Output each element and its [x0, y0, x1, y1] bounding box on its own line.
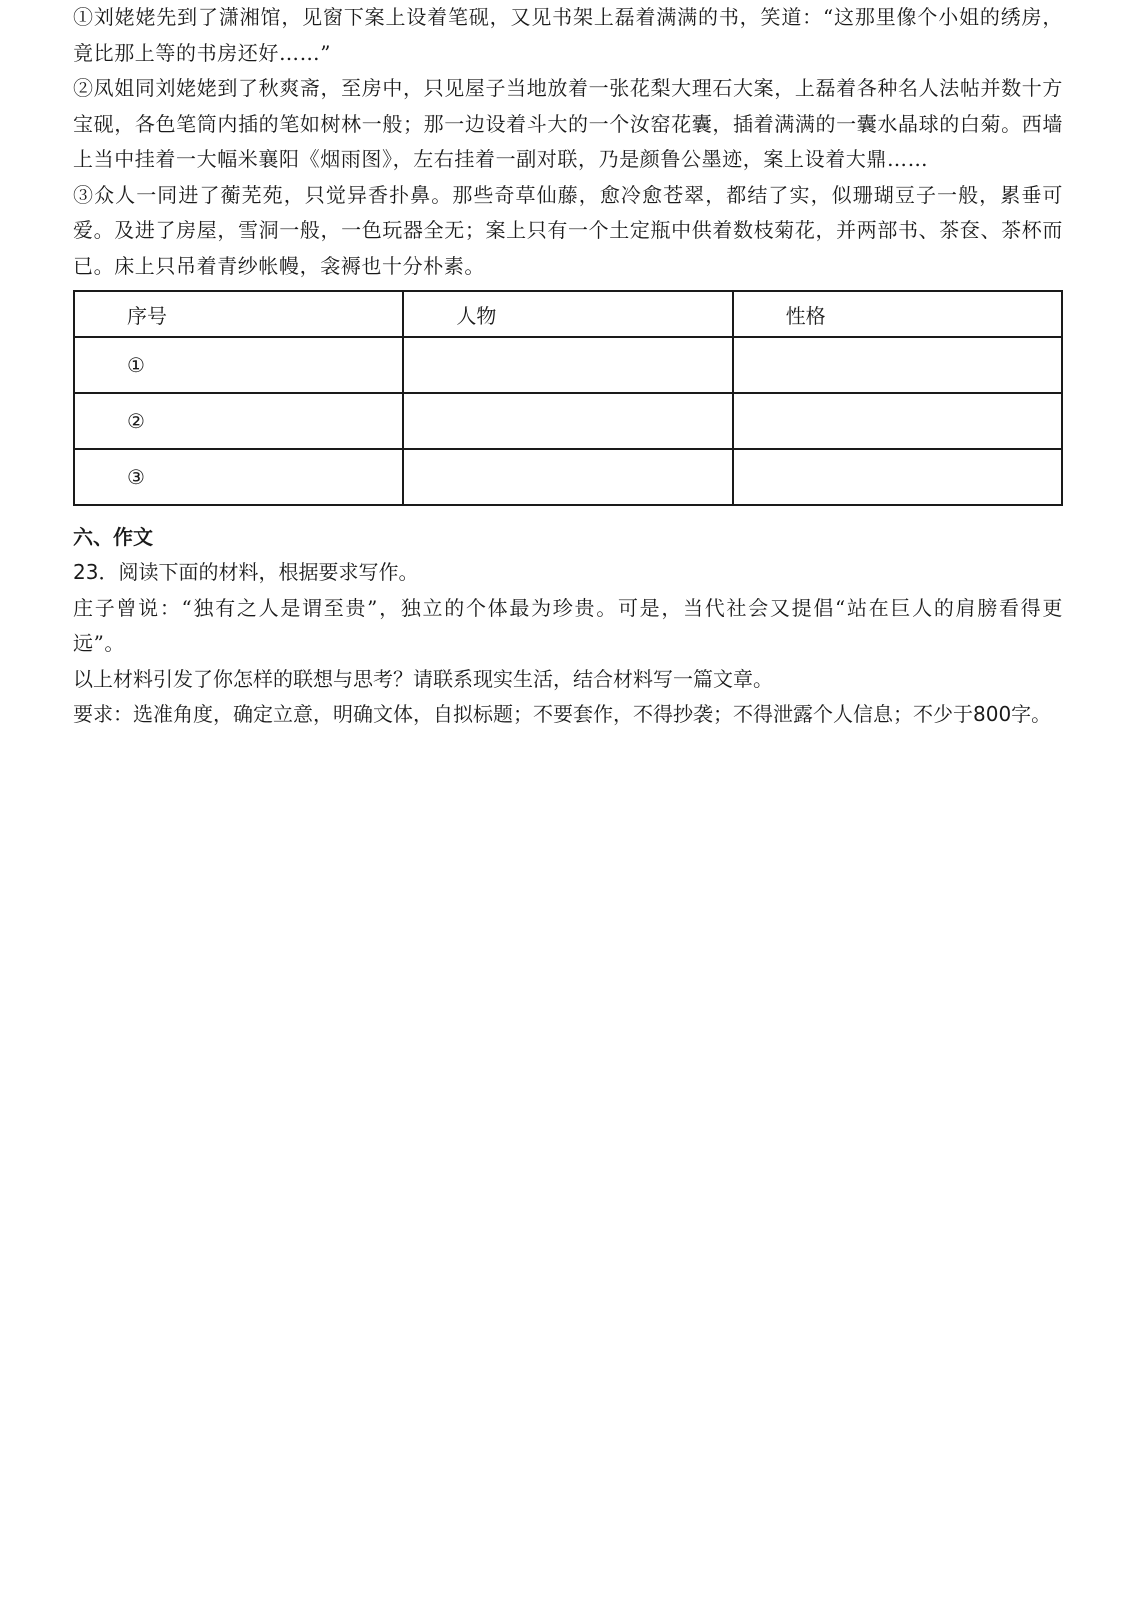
- reading-passage: [73, 0, 1063, 284]
- composition-prompt: 以上材料引发了你怎样的联想与思考？请联系现实生活，结合材料写一篇文章。: [73, 666, 773, 691]
- table-cell-number: ③: [74, 449, 403, 505]
- table-cell-character[interactable]: [403, 449, 732, 505]
- composition-material: 庄子曾说：“独有之人是谓至贵”，独立的个体最为珍贵。可是，当代社会又提倡“站在巨人的肩膀看得更远”。: [73, 595, 1063, 655]
- answer-table: [73, 290, 1063, 506]
- page: [73, 0, 1063, 733]
- table-row: [74, 449, 1062, 505]
- composition-requirements: 要求：选准角度，确定立意，明确文体，自拟标题；不要套作，不得抄袭；不得泄露个人信息；不少于800字。: [73, 702, 1052, 726]
- question-stem: 23．阅读下面的材料，根据要求写作。: [73, 560, 419, 584]
- passage-paragraph-3: ③众人一同进了蘅芜苑，只觉异香扑鼻。那些奇草仙藤，愈冷愈苍翠，都结了实，似珊瑚豆子一般，累垂可爱。及进了房屋，雪洞一般，一色玩器全无；案上只有一个土定瓶中供着数枝菊花，并两部书、茶奁、茶杯而已。床上只吊着青纱帐幔，衾褥也十分朴素。: [73, 182, 1063, 278]
- table-cell-personality[interactable]: [733, 393, 1062, 449]
- table-header-number: 序号: [74, 291, 403, 337]
- passage-paragraph-1: ①刘姥姥先到了潇湘馆，见窗下案上设着笔砚，又见书架上磊着满满的书，笑道：“这那里像个小姐的绣房，竟比那上等的书房还好……”: [73, 5, 1063, 65]
- table-header-row: [74, 291, 1062, 337]
- table-cell-personality[interactable]: [733, 337, 1062, 393]
- table-cell-character[interactable]: [403, 393, 732, 449]
- table-header-personality: 性格: [733, 291, 1062, 337]
- table-row: [74, 393, 1062, 449]
- table-cell-personality[interactable]: [733, 449, 1062, 505]
- passage-paragraph-2: ②凤姐同刘姥姥到了秋爽斋，至房中，只见屋子当地放着一张花梨大理石大案，上磊着各种名人法帖并数十方宝砚，各色笔筒内插的笔如树林一般；那一边设着斗大的一个汝窑花囊，插着满满的一囊水晶球的白菊。西墙上当中挂着一大幅米襄阳《烟雨图》，左右挂着一副对联，乃是颜鲁公墨迹，案上设着大鼎……: [73, 76, 1063, 171]
- section-title: 六、作文: [73, 525, 153, 549]
- table-cell-number: ②: [74, 393, 403, 449]
- table-cell-number: ①: [74, 337, 403, 393]
- table-header-character: 人物: [403, 291, 732, 337]
- table-row: [74, 337, 1062, 393]
- table-cell-character[interactable]: [403, 337, 732, 393]
